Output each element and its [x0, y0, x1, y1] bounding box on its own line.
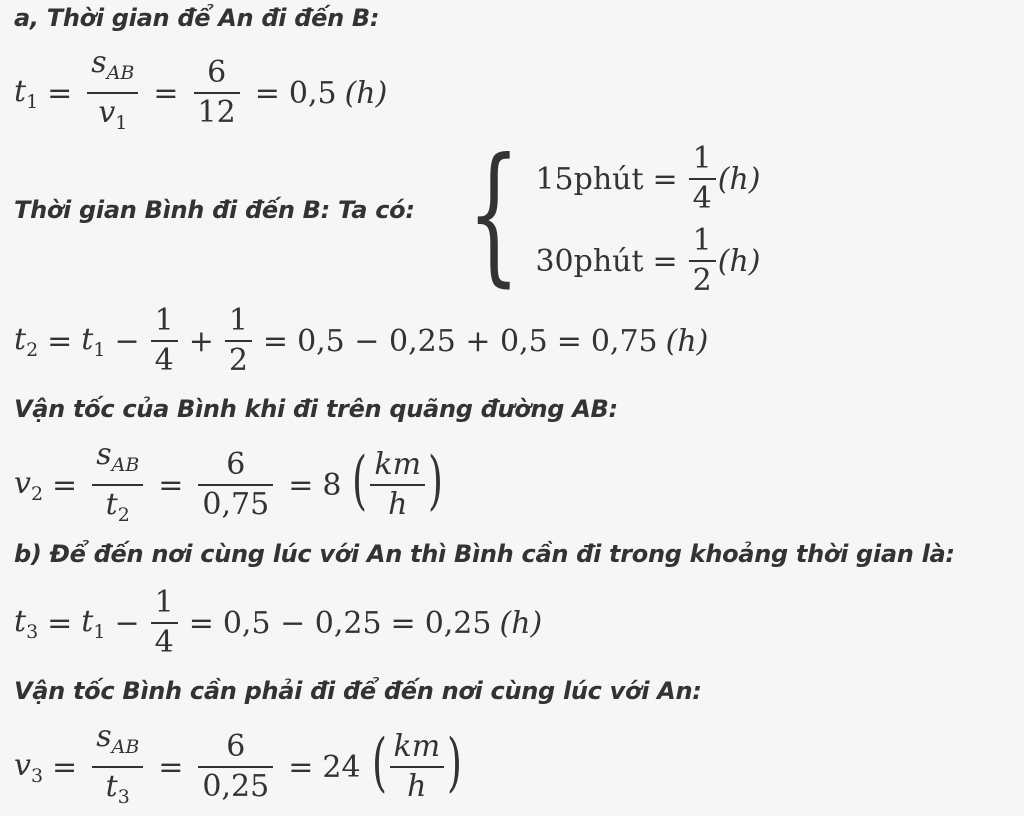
left-brace: { — [467, 127, 520, 301]
heading-v3: Vận tốc Bình cần phải đi để đến nơi cùng lúc với An: — [14, 677, 702, 705]
t1-symbol: $t_1$ — [14, 73, 39, 113]
cases-block — [446, 127, 761, 301]
t3-result: 0,25 — [424, 605, 492, 641]
fraction-sab-v1: $\frac{s_{AB}}{v_1}$ — [87, 44, 138, 142]
heading-v2: Vận tốc của Bình khi đi trên quãng đường AB: — [14, 395, 618, 423]
fraction-6-12: $\frac{6}{12}$ — [194, 54, 240, 132]
case-label-30: 30phút — [535, 243, 644, 279]
t1-result: 0,5 — [288, 75, 337, 111]
case-15-minutes: 15phút = $\frac{1}{4}$ (h) — [535, 141, 761, 216]
equation-v3: $v_3$ = $\frac{s_{AB}}{t_3}$ = $\frac{6}{0,25}$ = 24 ( $\frac{km}{h}$ ) — [14, 719, 463, 808]
fraction-1-4: $\frac{1}{4}$ — [151, 302, 178, 380]
equation-v2: $v_2$ = $\frac{s_{AB}}{t_2}$ = $\frac{6}{0,75}$ = 8 ( $\frac{km}{h}$ ) — [14, 437, 444, 526]
equals-sign: = — [47, 75, 73, 111]
v2-result: 8 — [322, 467, 342, 503]
v3-result: 24 — [322, 749, 361, 785]
t3-expression: 0,5 − 0,25 — [222, 605, 382, 641]
case-30-minutes: 30phút = $\frac{1}{2}$ (h) — [535, 223, 761, 298]
t2-result: 0,75 — [590, 323, 658, 359]
heading-binh-time: Thời gian Bình đi đến B: Ta có: — [14, 196, 415, 224]
equals-sign: = — [254, 75, 280, 111]
t2-expression: 0,5 − 0,25 + 0,5 — [297, 323, 548, 359]
unit-km-per-h: $\frac{km}{h}$ — [370, 446, 425, 524]
equation-t1 — [14, 44, 387, 142]
equals-sign: = — [153, 75, 179, 111]
equation-t2: $t_2$ = $t_1$ − $\frac{1}{4}$ + $\frac{1}{2}$ = 0,5 − 0,25 + 0,5 = 0,75 (h) — [14, 303, 709, 378]
heading-part-a: a, Thời gian để An đi đến B: — [14, 4, 380, 32]
heading-part-b: b) Để đến nơi cùng lúc với An thì Bình cần đi trong khoảng thời gian là: — [14, 540, 955, 568]
unit-hours: (h) — [344, 75, 388, 111]
equation-t3: $t_3$ = $t_1$ − $\frac{1}{4}$ = 0,5 − 0,25 = 0,25 (h) — [14, 585, 543, 660]
fraction-1-2: $\frac{1}{2}$ — [225, 302, 252, 380]
case-label-15: 15phút — [535, 161, 644, 197]
